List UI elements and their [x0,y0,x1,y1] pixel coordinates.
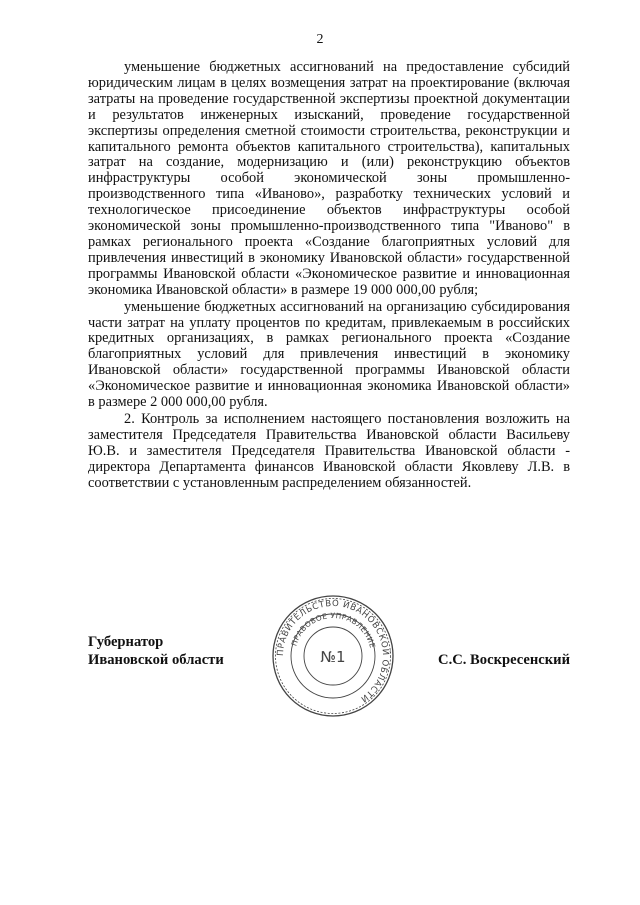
paragraph-control: 2. Контроль за исполнением настоящего постановления возложить на заместителя Председателя Правительства Ивановской области Васильеву Ю.В. и заместителя Председателя Правительства Ивановской области - директора Департамента финансов Ивановской области Яковлеву Л.В. в соответствии с установленным распределением обязанностей. [88,410,570,491]
stamp-inner-text: ПРАВОВОЕ УПРАВЛЕНИЕ [289,610,378,650]
document-body [88,60,570,491]
paragraph-budget-reduction-subsidies: уменьшение бюджетных ассигнований на предоставление субсидий юридическим лицам в целях возмещения затрат на проектирование (включая затраты на проведение государственной экспертизы проектной документации и результатов инженерных изысканий, проведение государственной экспертизы определения сметной стоимости строительства, реконструкции и капитального ремонта объектов капитального строительства), капитальных затрат на создание, модернизацию и (или) реконструкцию объектов инфраструктуры особой экономической зоны промышленно-производственного типа «Иваново», разработку технических условий и технологическое присоединение объектов инфраструктуры особой экономической зоны промышленно-производственного типа "Иваново" в рамках регионального проекта «Создание благоприятных условий для привлечения инвестиций в экономику Ивановской области» государственной программы Ивановской области «Экономическое развитие и инновационная экономика Ивановской области» в размере 19 000 000,00 рубля; [88,59,570,298]
signature-role [88,633,224,669]
paragraph-budget-reduction-interest: уменьшение бюджетных ассигнований на организацию субсидирования части затрат на уплату процентов по кредитам, привлекаемым в российских кредитных организациях, в рамках регионального проекта «Создание благоприятных условий для привлечения инвестиций в экономику Ивановской области» государственной программы Ивановской области «Экономическое развитие и инновационная экономика Ивановской области» в размере 2 000 000,00 рубля. [88,298,570,411]
stamp-outer-text: ПРАВИТЕЛЬСТВО ИВАНОВСКОЙ ОБЛАСТИ [275,598,391,704]
page-number: 2 [316,32,324,47]
signature-name: С.С. Воскресенский [438,652,570,668]
signature-role-line1: Губернатор [88,634,164,650]
stamp-number: №1 [320,648,346,666]
signature-role-line2: Ивановской области [88,652,224,668]
official-stamp [271,594,395,718]
stamp-seal [271,594,395,718]
